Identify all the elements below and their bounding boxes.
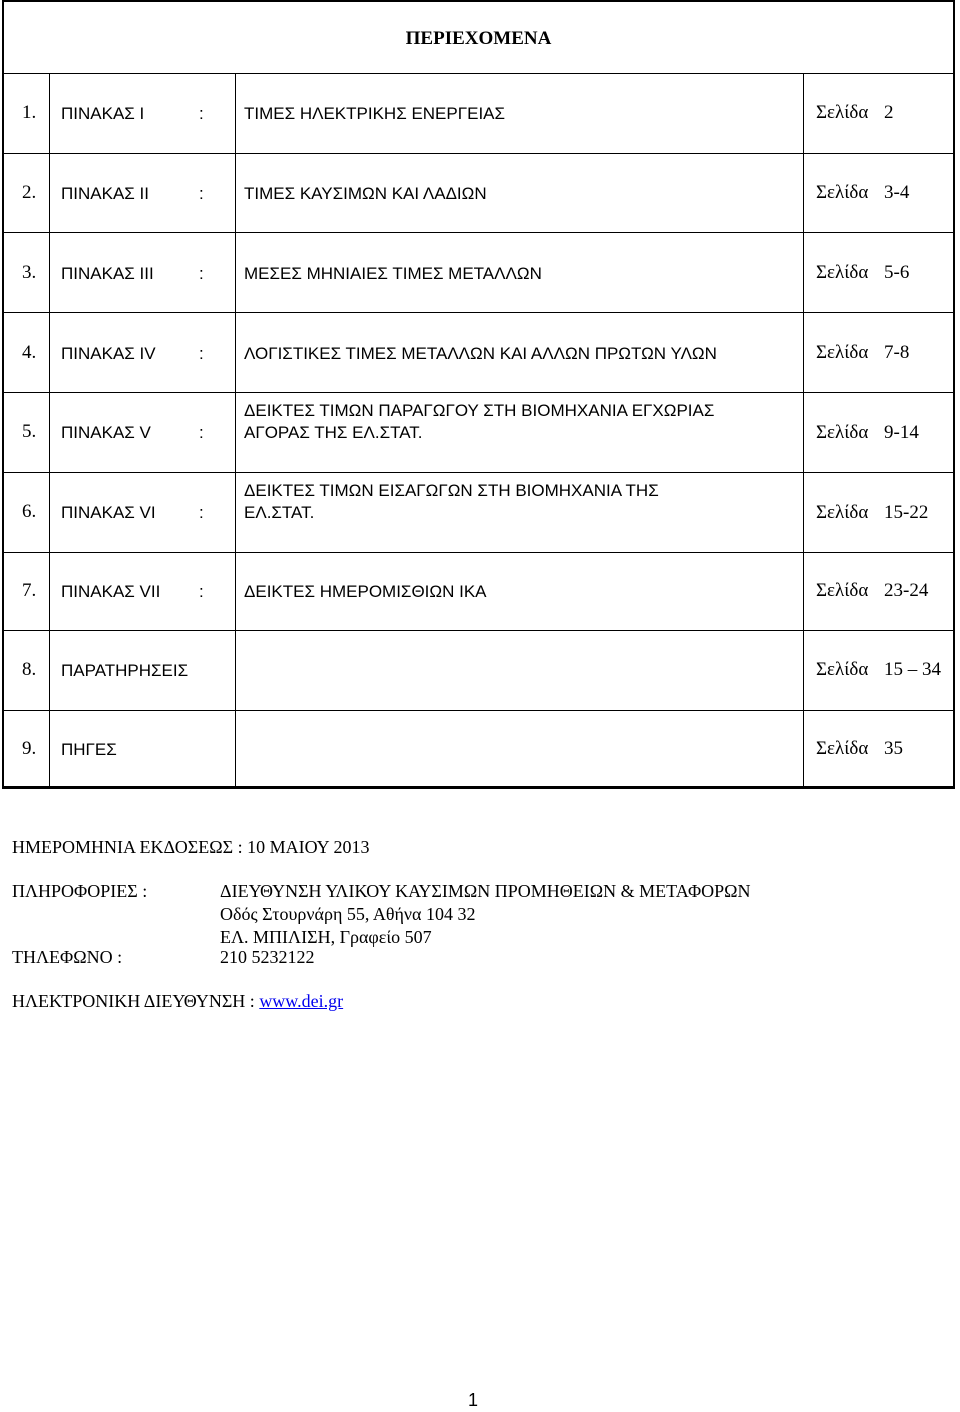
row-colon: : bbox=[199, 104, 204, 123]
row-description: ΜΕΣΕΣ ΜΗΝΙΑΙΕΣ ΤΙΜΕΣ ΜΕΤΑΛΛΩΝ bbox=[244, 264, 542, 283]
page-range: 9-14 bbox=[884, 422, 919, 443]
page-label: Σελίδα bbox=[816, 182, 869, 203]
row-colon: : bbox=[199, 264, 204, 283]
row-number: 3. bbox=[22, 262, 37, 283]
info-address: Οδός Στουρνάρη 55, Αθήνα 104 32 bbox=[220, 904, 476, 924]
phone-label: ΤΗΛΕΦΩΝΟ : bbox=[12, 947, 123, 967]
row-divider bbox=[4, 710, 953, 711]
row-divider bbox=[4, 232, 953, 233]
issue-date: ΗΜΕΡΟΜΗΝΙΑ ΕΚΔΟΣΕΩΣ : 10 ΜΑΙΟΥ 2013 bbox=[12, 837, 370, 857]
page-label: Σελίδα bbox=[816, 738, 869, 759]
page-label: Σελίδα bbox=[816, 102, 869, 123]
page-label: Σελίδα bbox=[816, 659, 869, 680]
page-label: Σελίδα bbox=[816, 262, 869, 283]
phone-number: 210 5232122 bbox=[220, 947, 315, 967]
row-table-title: ΠΙΝΑΚΑΣ VII bbox=[61, 582, 161, 601]
row-divider bbox=[4, 472, 953, 473]
page-number: 1 bbox=[468, 1390, 479, 1410]
row-divider bbox=[4, 552, 953, 553]
row-table-title: ΠΙΝΑΚΑΣ II bbox=[61, 184, 149, 203]
column-divider bbox=[49, 74, 50, 786]
page-label: Σελίδα bbox=[816, 342, 869, 363]
row-number: 6. bbox=[22, 501, 37, 522]
info-label: ΠΛΗΡΟΦΟΡΙΕΣ : bbox=[12, 881, 148, 901]
row-divider bbox=[4, 630, 953, 631]
page-label: Σελίδα bbox=[816, 422, 869, 443]
row-table-title: ΠΙΝΑΚΑΣ III bbox=[61, 264, 154, 283]
page-range: 23-24 bbox=[884, 580, 929, 601]
row-description: ΤΙΜΕΣ ΚΑΥΣΙΜΩΝ ΚΑΙ ΛΑΔΙΩΝ bbox=[244, 184, 487, 203]
row-colon: : bbox=[199, 582, 204, 601]
row-number: 8. bbox=[22, 659, 37, 680]
row-description: ΔΕΙΚΤΕΣ ΤΙΜΩΝ ΠΑΡΑΓΩΓΟΥ ΣΤΗ ΒΙΟΜΗΧΑΝΙΑ ΕΓΧΩΡΙΑΣ bbox=[244, 401, 715, 420]
row-number: 9. bbox=[22, 738, 37, 759]
row-description-cont: ΕΛ.ΣΤΑΤ. bbox=[244, 503, 315, 522]
row-table-title: ΠΙΝΑΚΑΣ I bbox=[61, 104, 145, 123]
row-number: 5. bbox=[22, 421, 37, 442]
toc-title: ΠΕΡΙΕΧΟΜΕΝΑ bbox=[405, 28, 552, 49]
row-number: 1. bbox=[22, 102, 37, 123]
row-colon: : bbox=[199, 423, 204, 442]
email-label: ΗΛΕΚΤΡΟΝΙΚΗ ΔΙΕΥΘΥΝΣΗ : bbox=[12, 991, 255, 1011]
row-description: ΛΟΓΙΣΤΙΚΕΣ ΤΙΜΕΣ ΜΕΤΑΛΛΩΝ ΚΑΙ ΑΛΛΩΝ ΠΡΩΤΩΝ ΥΛΩΝ bbox=[244, 344, 717, 363]
row-description: ΔΕΙΚΤΕΣ ΤΙΜΩΝ ΕΙΣΑΓΩΓΩΝ ΣΤΗ ΒΙΟΜΗΧΑΝΙΑ ΤΗΣ bbox=[244, 481, 659, 500]
row-colon: : bbox=[199, 344, 204, 363]
row-divider bbox=[4, 153, 953, 154]
page-label: Σελίδα bbox=[816, 502, 869, 523]
page-range: 15 – 34 bbox=[884, 659, 941, 680]
row-description: ΤΙΜΕΣ ΗΛΕΚΤΡΙΚΗΣ ΕΝΕΡΓΕΙΑΣ bbox=[244, 104, 506, 123]
page-range: 15-22 bbox=[884, 502, 929, 523]
row-description: ΔΕΙΚΤΕΣ ΗΜΕΡΟΜΙΣΘΙΩΝ ΙΚΑ bbox=[244, 582, 487, 601]
table-of-contents bbox=[2, 0, 955, 789]
row-table-title: ΠΙΝΑΚΑΣ IV bbox=[61, 344, 156, 363]
column-divider bbox=[235, 74, 236, 786]
toc-header bbox=[4, 2, 953, 74]
row-number: 4. bbox=[22, 342, 37, 363]
row-number: 7. bbox=[22, 580, 37, 601]
page-range: 5-6 bbox=[884, 262, 910, 283]
row-table-title: ΠΗΓΕΣ bbox=[61, 740, 117, 759]
page-range: 3-4 bbox=[884, 182, 910, 203]
row-description-cont: ΑΓΟΡΑΣ ΤΗΣ ΕΛ.ΣΤΑΤ. bbox=[244, 423, 423, 442]
row-table-title: ΠΑΡΑΤΗΡΗΣΕΙΣ bbox=[61, 661, 189, 680]
website-link[interactable]: www.dei.gr bbox=[259, 991, 344, 1011]
page-range: 35 bbox=[884, 738, 903, 759]
row-colon: : bbox=[199, 503, 204, 522]
row-table-title: ΠΙΝΑΚΑΣ VI bbox=[61, 503, 156, 522]
column-divider bbox=[803, 74, 804, 786]
row-number: 2. bbox=[22, 182, 37, 203]
info-contact-person: ΕΛ. ΜΠΙΛΙΣΗ, Γραφείο 507 bbox=[220, 927, 432, 947]
page-range: 7-8 bbox=[884, 342, 910, 363]
row-divider bbox=[4, 392, 953, 393]
row-table-title: ΠΙΝΑΚΑΣ V bbox=[61, 423, 151, 442]
page-label: Σελίδα bbox=[816, 580, 869, 601]
info-department: ΔΙΕΥΘΥΝΣΗ ΥΛΙΚΟΥ ΚΑΥΣΙΜΩΝ ΠΡΟΜΗΘΕΙΩΝ & ΜΕΤΑΦΟΡΩΝ bbox=[220, 881, 751, 901]
email-row bbox=[12, 990, 343, 1012]
page-range: 2 bbox=[884, 102, 894, 123]
row-divider bbox=[4, 312, 953, 313]
row-colon: : bbox=[199, 184, 204, 203]
